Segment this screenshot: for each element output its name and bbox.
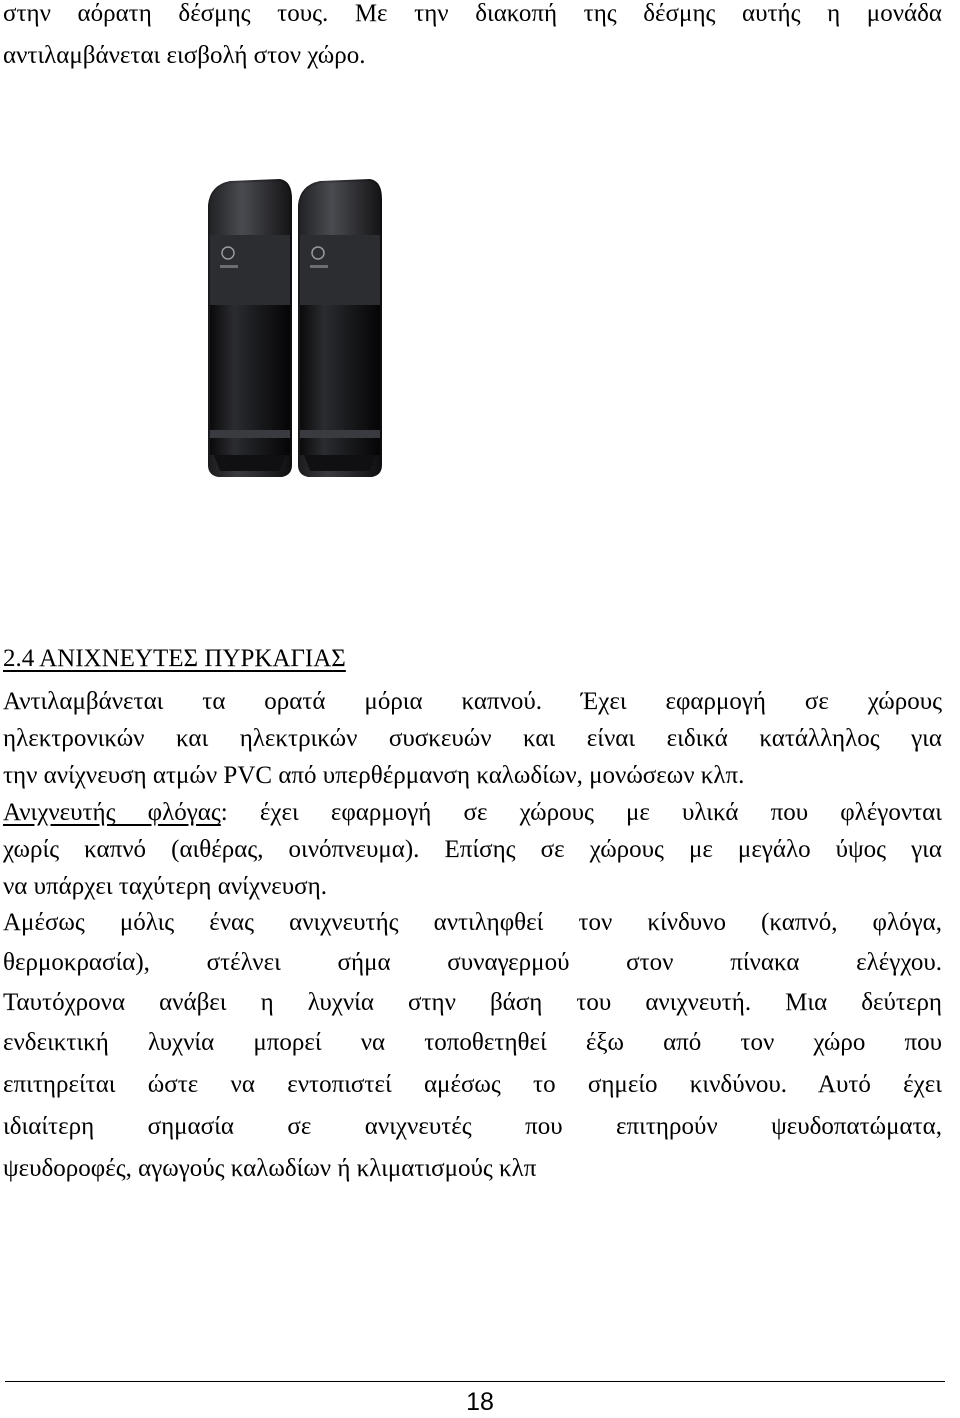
page-number: 18 — [466, 1388, 494, 1416]
flame-line-1 — [3, 795, 942, 831]
alarm-line-6: ιδιαίτερη σημασία σε ανιχνευτές που επιτηρούν ψευδοπατώματα, — [3, 1113, 942, 1140]
flame-line-2: χωρίς καπνό (αιθέρας, οινόπνευμα). Επίσης σε χώρους με μεγάλο ύψος για — [3, 836, 942, 863]
smoke-line-2: ηλεκτρονικών και ηλεκτρικών συσκευών και είναι ειδικά κατάλληλος για — [3, 725, 942, 752]
alarm-line-3: Ταυτόχρονα ανάβει η λυχνία στην βάση του ανιχνευτή. Μια δεύτερη — [3, 989, 942, 1016]
section-heading: 2.4 ΑΝΙΧΝΕΥΤΕΣ ΠΥΡΚΑΓΙΑΣ — [3, 645, 346, 672]
intro-line-1: στην αόρατη δέσμης τους. Με την διακοπή της δέσμης αυτής η μονάδα — [3, 0, 942, 27]
alarm-line-7: ψευδοροφές, αγωγούς καλωδίων ή κλιματισμούς κλπ — [3, 1155, 537, 1182]
alarm-line-5: επιτηρείται ώστε να εντοπιστεί αμέσως το σημείο κινδύνου. Αυτό έχει — [3, 1071, 942, 1098]
intro-line-2: αντιλαμβάνεται εισβολή στον χώρο. — [3, 42, 366, 69]
detector-right — [298, 179, 382, 477]
alarm-line-1: Αμέσως μόλις ένας ανιχνευτής αντιληφθεί τον κίνδυνο (καπνό, φλόγα, — [3, 909, 942, 936]
flame-line-3: να υπάρχει ταχύτερη ανίχνευση. — [3, 873, 327, 900]
flame-line-1-rest: : έχει εφαρμογή σε χώρους με υλικά που φλέγονται — [220, 799, 942, 826]
smoke-line-3: την ανίχνευση ατμών PVC από υπερθέρμανση καλωδίων, μονώσεων κλπ. — [3, 762, 745, 789]
flame-detector-term: Ανιχνευτής φλόγας — [3, 799, 221, 826]
detector-left — [208, 179, 292, 477]
footer-divider — [5, 1381, 945, 1382]
smoke-line-1: Αντιλαμβάνεται τα ορατά μόρια καπνού. Έχει εφαρμογή σε χώρους — [3, 688, 942, 715]
alarm-line-2: θερμοκρασία), στέλνει σήμα συναγερμού στον πίνακα ελέγχου. — [3, 949, 942, 976]
beam-detector-image — [200, 175, 390, 495]
alarm-line-4: ενδεικτική λυχνία μπορεί να τοποθετηθεί έξω από τον χώρο που — [3, 1029, 942, 1056]
